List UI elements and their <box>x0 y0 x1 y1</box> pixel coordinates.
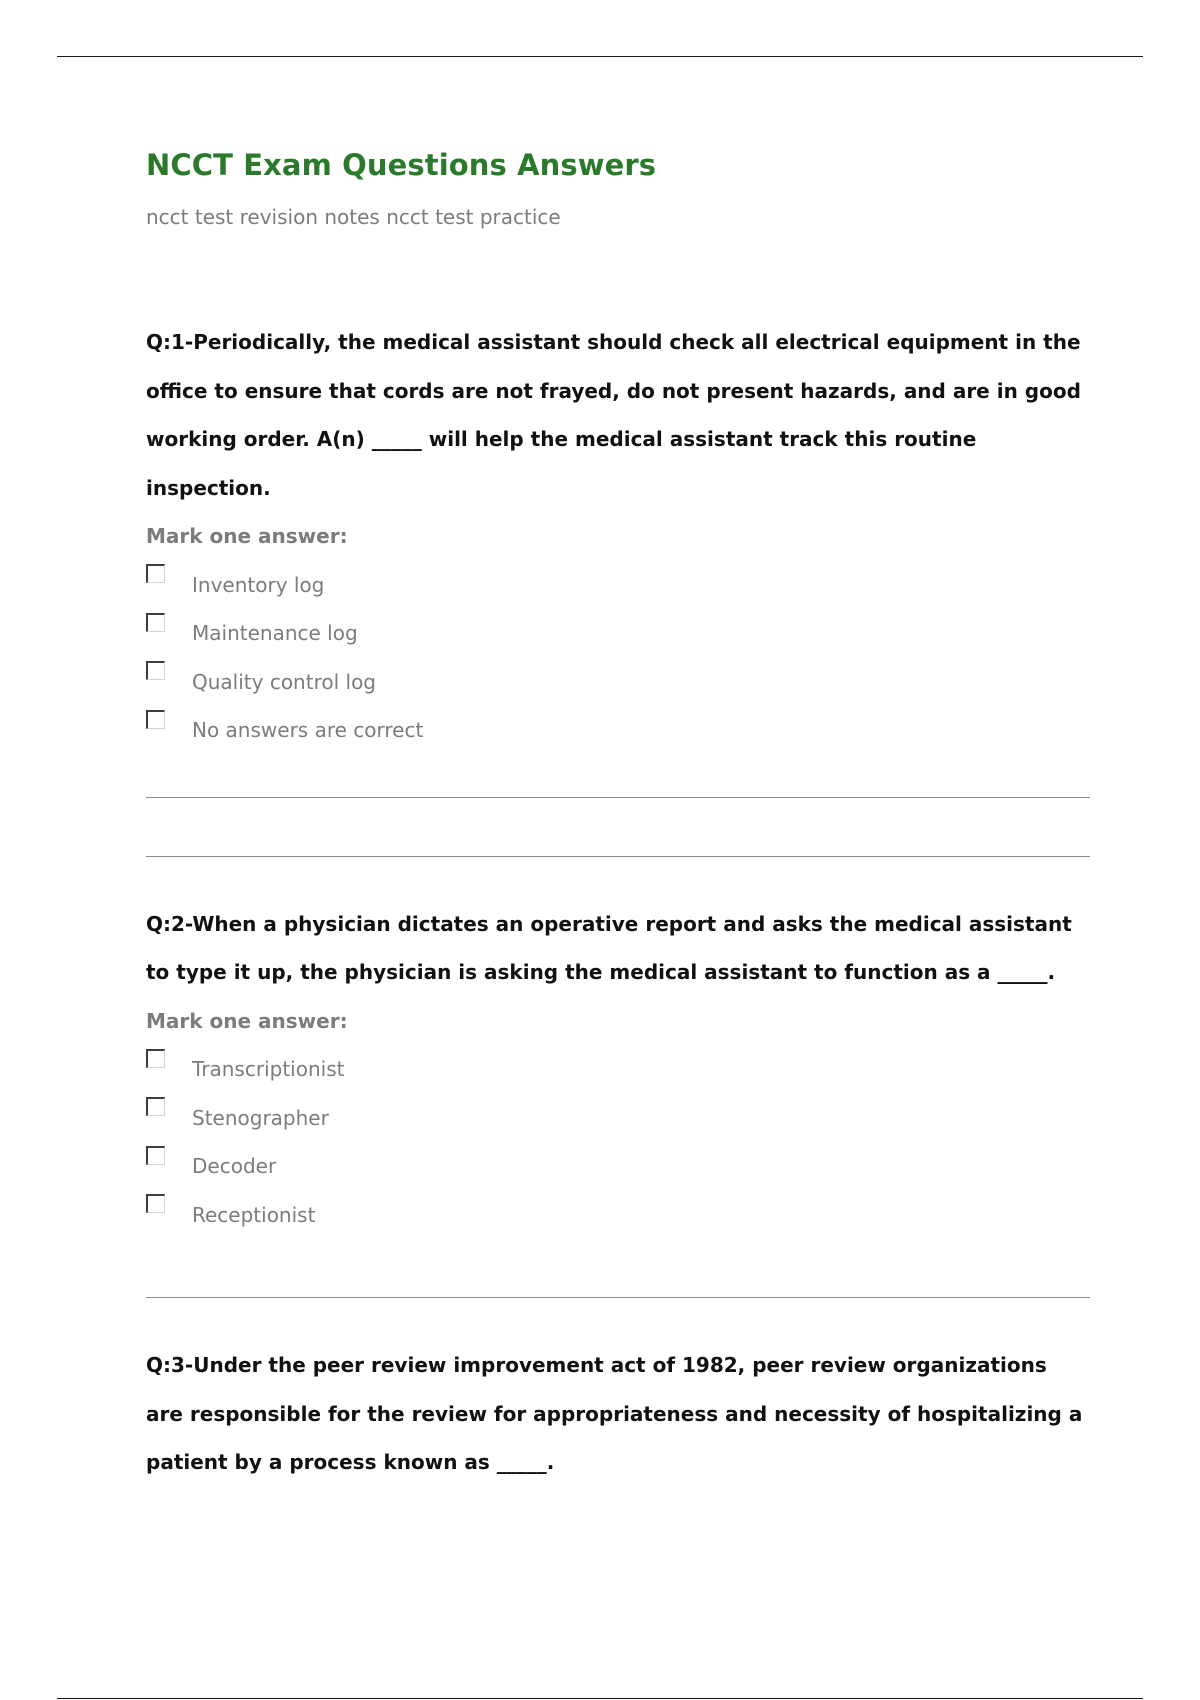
answer-prompt: Mark one answer: <box>146 524 348 548</box>
option-label: Quality control log <box>192 669 376 694</box>
option-label: No answers are correct <box>192 718 424 743</box>
section-divider <box>146 797 1090 798</box>
answer-option[interactable] <box>146 1191 1090 1240</box>
answer-option[interactable] <box>146 658 1090 707</box>
checkbox-icon[interactable] <box>146 1194 165 1213</box>
answer-prompt: Mark one answer: <box>146 1008 348 1033</box>
section-divider <box>146 1297 1090 1298</box>
checkbox-icon[interactable] <box>146 564 165 583</box>
answer-option[interactable] <box>146 706 1090 755</box>
checkbox-icon[interactable] <box>146 1146 165 1165</box>
checkbox-icon[interactable] <box>146 1097 165 1116</box>
option-label: Decoder <box>192 1154 277 1179</box>
bottom-rule <box>57 1698 1143 1699</box>
answer-option[interactable] <box>146 1045 1090 1094</box>
page-subtitle: ncct test revision notes ncct test practice <box>146 205 561 229</box>
checkbox-icon[interactable] <box>146 661 165 680</box>
document-body <box>146 140 1090 1487</box>
answer-option[interactable] <box>146 561 1090 610</box>
checkbox-icon[interactable] <box>146 710 165 729</box>
question-text: Q:3-Under the peer review improvement act of 1982, peer review organizations are responsible for the review for appropriateness and necessity of hospitalizing a patient by a process known as _____. <box>146 1353 1083 1474</box>
question-text: Q:1-Periodically, the medical assistant should check all electrical equipment in the office to ensure that cords are not frayed, do not present hazards, and are in good working order. A(n) _____ will help the medical assistant track this routine inspection. <box>146 330 1081 500</box>
answer-option[interactable] <box>146 1142 1090 1191</box>
option-label: Stenographer <box>192 1105 329 1130</box>
top-rule <box>57 56 1143 57</box>
answer-options <box>146 561 1090 755</box>
checkbox-icon[interactable] <box>146 613 165 632</box>
option-label: Maintenance log <box>192 621 358 646</box>
question-2 <box>146 900 1090 1240</box>
question-3 <box>146 1341 1090 1487</box>
answer-options <box>146 1045 1090 1239</box>
question-1 <box>146 318 1090 755</box>
question-text: Q:2-When a physician dictates an operative report and asks the medical assistant to type it up, the physician is asking the medical assistant to function as a _____. <box>146 911 1072 984</box>
answer-option[interactable] <box>146 1094 1090 1143</box>
option-label: Transcriptionist <box>192 1057 345 1082</box>
checkbox-icon[interactable] <box>146 1049 165 1068</box>
answer-option[interactable] <box>146 609 1090 658</box>
option-label: Inventory log <box>192 572 325 597</box>
section-divider <box>146 856 1090 857</box>
option-label: Receptionist <box>192 1202 316 1227</box>
page-title: NCCT Exam Questions Answers <box>146 148 657 182</box>
